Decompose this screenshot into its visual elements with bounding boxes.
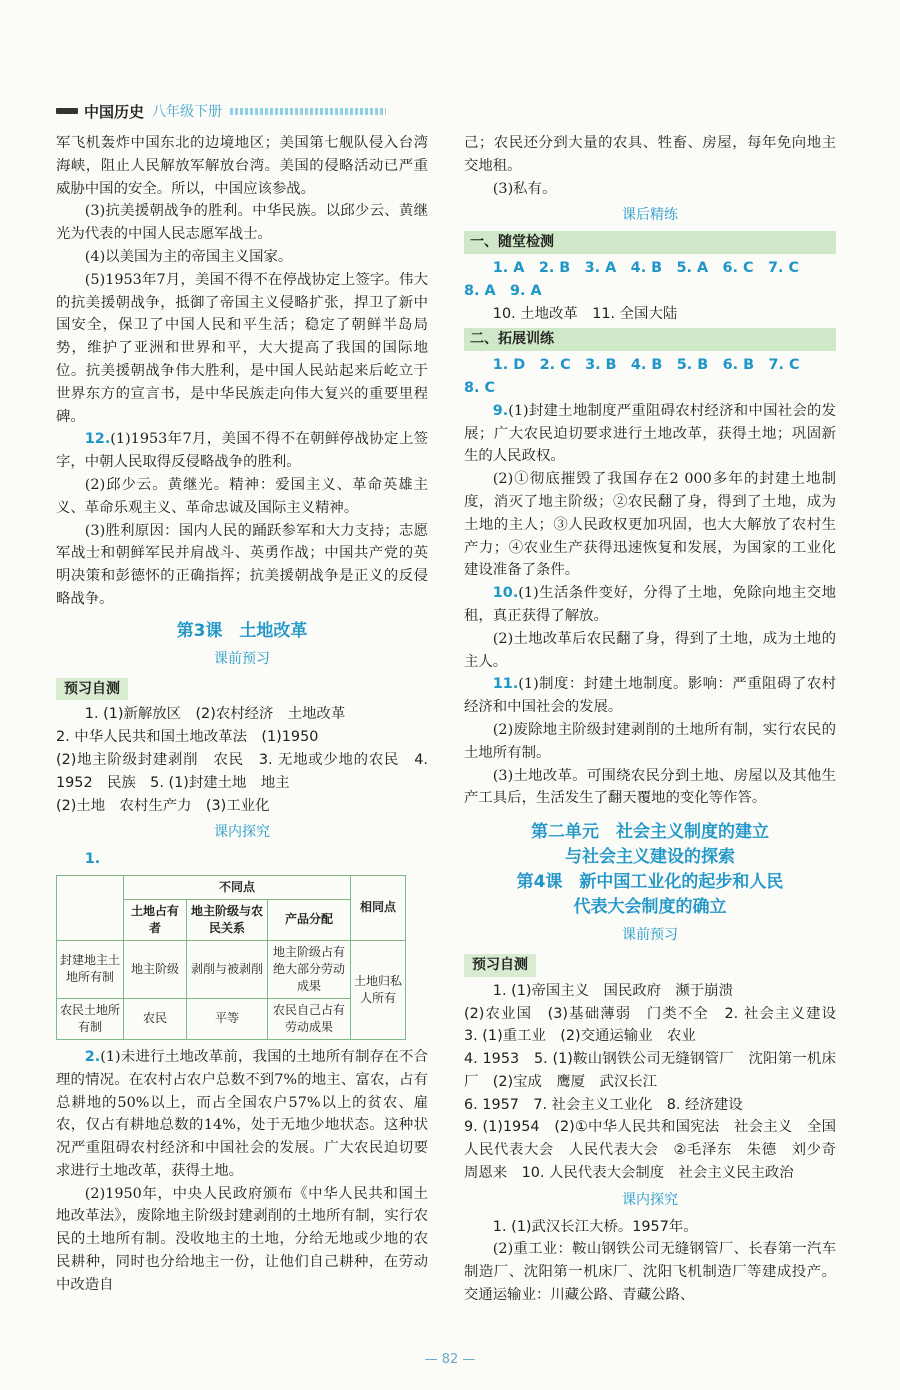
table-header: 地主阶级与农民关系 bbox=[187, 899, 268, 940]
page-header bbox=[56, 100, 386, 122]
answer-line: 1. D 2. C 3. B 4. B 5. B 6. B 7. C bbox=[492, 357, 800, 374]
answer-text: (1)制度：封建土地制度。影响：严重阻碍了农村经济和中国社会的发展。 bbox=[464, 676, 836, 716]
table-cell: 平等 bbox=[187, 998, 268, 1039]
paragraph: (2)重工业：鞍山钢铁公司无缝钢管厂、长春第一汽车制造厂、沈阳第一机床厂、沈阳飞机制造厂等建成投产。交通运输业：川藏公路、青藏公路、 bbox=[464, 1241, 836, 1304]
answer-text: (1)封建土地制度严重阻碍农村经济和中国社会的发展；广大农民迫切要求进行土地改革，获得土地；巩固新生的人民政权。 bbox=[464, 402, 836, 465]
answer-line: 1. (1)帝国主义 国民政府 濒于崩溃 bbox=[492, 982, 733, 999]
table-cell: 地主阶级占有绝大部分劳动成果 bbox=[268, 940, 351, 998]
table-cell: 地主阶级 bbox=[124, 940, 187, 998]
paragraph: (4)以美国为主的帝国主义国家。 bbox=[84, 248, 293, 265]
header-dotted-line bbox=[230, 108, 386, 115]
paragraph: (3)胜利原因：国内人民的踊跃参军和大力支持；志愿军战士和朝鲜军民并肩战斗、英勇作战；中国共产党的英明决策和彭德怀的正确指挥；抗美援朝战争是正义的反侵略战争。 bbox=[56, 522, 428, 607]
paragraph bbox=[464, 673, 836, 719]
lesson-title: 代表大会制度的确立 bbox=[573, 897, 727, 918]
page-number: — 82 — bbox=[424, 1352, 476, 1367]
paragraph: (3)私有。 bbox=[492, 180, 557, 197]
table-cell: 农民 bbox=[124, 998, 187, 1039]
unit-title: 第二单元 社会主义制度的建立 bbox=[531, 822, 769, 843]
table-cell: 农民土地所有制 bbox=[57, 998, 124, 1039]
section-heading: 课内探究 bbox=[214, 824, 270, 841]
answer-line: 6. 1957 7. 社会主义工业化 8. 经济建设 bbox=[464, 1096, 743, 1113]
answer-line: (2)地主阶级封建剥削 农民 3. 无地或少地的农民 4. 1952 民族 5. (1)封建土地 地主 bbox=[56, 751, 428, 791]
answer-line: 1. A 2. B 3. A 4. B 5. A 6. C 7. C bbox=[492, 259, 800, 276]
header-subject: 中国历史 bbox=[84, 102, 145, 121]
table-corner bbox=[57, 875, 124, 940]
answer-line: 10. 土地改革 11. 全国大陆 bbox=[492, 305, 678, 322]
table-header: 产品分配 bbox=[268, 899, 351, 940]
question-number: 10. bbox=[492, 585, 519, 602]
table-cell: 封建地主土地所有制 bbox=[57, 940, 124, 998]
paragraph bbox=[464, 582, 836, 628]
paragraph bbox=[56, 428, 428, 474]
question-number: 2. bbox=[84, 1048, 101, 1065]
paragraph: (2)邱少云。黄继光。精神：爱国主义、革命英雄主义、革命乐观主义、革命忠诚及国际主义精神。 bbox=[56, 476, 428, 516]
section-tag: 二、拓展训练 bbox=[464, 328, 836, 351]
question-number: 1. bbox=[84, 851, 101, 868]
question-number: 9. bbox=[492, 402, 509, 419]
section-heading: 课前预习 bbox=[622, 927, 678, 944]
paragraph: (2)土地改革后农民翻了身，得到了土地，成为土地的主人。 bbox=[464, 630, 836, 670]
paragraph: (3)抗美援朝战争的胜利。中华民族。以邱少云、黄继光为代表的中国人民志愿军战士。 bbox=[56, 203, 428, 243]
answer-line: (2)农业国 (3)基础薄弱 门类不全 2. 社会主义建设 3. (1)重工业 (2)交通运输业 农业 bbox=[464, 1005, 851, 1045]
paragraph bbox=[464, 400, 836, 468]
right-column bbox=[464, 132, 851, 1307]
unit-title: 与社会主义建设的探索 bbox=[565, 847, 735, 868]
answer-line: 2. 中华人民共和国土地改革法 (1)1950 bbox=[56, 729, 319, 746]
section-heading: 课后精练 bbox=[622, 207, 678, 224]
paragraph: (3)土地改革。可围绕农民分到土地、房屋以及其他生产工具后，生活发生了翻天覆地的变化等作答。 bbox=[464, 767, 836, 807]
lesson-title: 第3课 土地改革 bbox=[176, 620, 308, 641]
answer-line: (2)土地 农村生产力 (3)工业化 bbox=[56, 797, 270, 814]
question-number: 12. bbox=[84, 431, 111, 448]
page-number-value: 82 bbox=[441, 1352, 459, 1367]
comparison-table bbox=[56, 875, 406, 1040]
left-column bbox=[56, 132, 428, 1297]
answer-line: 4. 1953 5. (1)鞍山钢铁公司无缝钢管厂 沈阳第一机床厂 (2)宝成 鹰厦 武汉长江 bbox=[464, 1051, 836, 1090]
table-header: 土地占有者 bbox=[124, 899, 187, 940]
section-tag: 一、随堂检测 bbox=[464, 231, 836, 254]
answer-line: 1. (1)新解放区 (2)农村经济 土地改革 bbox=[84, 706, 346, 723]
paragraph bbox=[56, 1046, 428, 1183]
paragraph: (2)1950年，中央人民政府颁布《中华人民共和国土地改革法》，废除地主阶级封建剥削的土地所有制，实行农民的土地所有制。没收地主的土地，分给无地或少地的农民耕种，同时也分给地主一份，让他们自己耕种，在劳动中改造自 bbox=[56, 1185, 428, 1293]
section-heading: 课前预习 bbox=[214, 650, 270, 667]
paragraph: (2)废除地主阶级封建剥削的土地所有制，实行农民的土地所有制。 bbox=[464, 721, 836, 761]
paragraph: (5)1953年7月，美国不得不在停战协定上签字。伟大的抗美援朝战争，抵御了帝国主义侵略扩张，捍卫了新中国安全，保卫了中国人民和平生活；稳定了朝鲜半岛局势，维护了亚洲和世界和平，大大提高了我国的国际地位。抗美援朝战争伟大胜利，是中国人民站起来后屹立于世界东方的宣言书，是中华民族走向伟大复兴的重要里程碑。 bbox=[56, 271, 428, 425]
table-header: 相同点 bbox=[351, 875, 406, 940]
answer-text: (1)1953年7月，美国不得不在朝鲜停战协定上签字，中朝人民取得反侵略战争的胜利。 bbox=[56, 431, 428, 471]
section-tag: 预习自测 bbox=[464, 954, 536, 977]
table-cell: 剥削与被剥削 bbox=[187, 940, 268, 998]
paragraph: 军飞机轰炸中国东北的边境地区；美国第七舰队侵入台湾海峡，阻止人民解放军解放台湾。美国的侵略活动已严重威胁中国的安全。所以，中国应该参战。 bbox=[56, 135, 428, 197]
table-row bbox=[57, 940, 406, 998]
table-cell: 农民自己占有劳动成果 bbox=[268, 998, 351, 1039]
question-number: 11. bbox=[492, 676, 519, 693]
answer-line: 1. (1)武汉长江大桥。1957年。 bbox=[492, 1218, 698, 1235]
answer-line: 8. A 9. A bbox=[464, 282, 542, 299]
answer-line: 8. C bbox=[464, 379, 496, 396]
section-tag: 预习自测 bbox=[56, 678, 128, 701]
answer-text: (1)生活条件变好，分得了土地，免除向地主交地租，真正获得了解放。 bbox=[464, 585, 836, 624]
answer-line: 9. (1)1954 (2)①中华人民共和国宪法 社会主义 全国人民代表大会 人民代表大会 ②毛泽东 朱德 刘少奇 周恩来 10. 人民代表大会制度 社会主义民主政治 bbox=[464, 1119, 851, 1182]
paragraph: 己；农民还分到大量的农具、牲畜、房屋，每年免向地主交地租。 bbox=[464, 135, 836, 174]
table-header: 不同点 bbox=[124, 875, 351, 899]
header-grade: 八年级下册 bbox=[152, 104, 223, 120]
header-bar-decoration bbox=[56, 108, 78, 114]
section-heading: 课内探究 bbox=[622, 1191, 678, 1208]
table-cell: 土地归私人所有 bbox=[351, 940, 406, 1039]
lesson-title: 第4课 新中国工业化的起步和人民 bbox=[516, 872, 784, 893]
paragraph: (2)①彻底摧毁了我国存在2 000多年的封建土地制度，消灭了地主阶级；②农民翻了身，得到了土地，成为土地的主人；③人民政权更加巩固，也大大解放了农村生产力；④农业生产获得迅速恢复和发展，为国家的工业化建设准备了条件。 bbox=[464, 471, 836, 579]
answer-text: (1)未进行土地改革前，我国的土地所有制存在不合理的情况。在农村占农户总数不到7%的地主、富农，占有总耕地的50%以上，而占全国农户57%以上的贫农、雇农，仅占有耕地总数的14%，处于无地少地状态。这种状况严重阻碍农村经济和中国社会的发展。广大农民迫切要求进行土地改革，获得土地。 bbox=[56, 1048, 428, 1179]
